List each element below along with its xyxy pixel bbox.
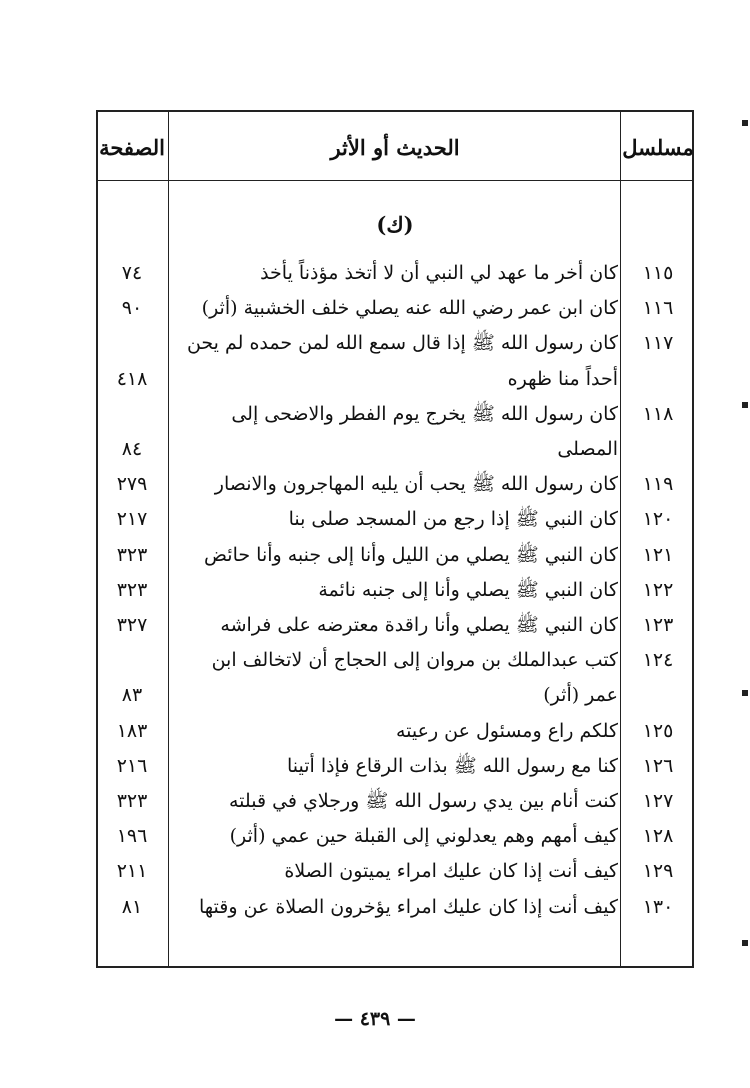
row-page: ٣٢٣: [116, 578, 148, 601]
row-text: كان ابن عمر رضي الله عنه يصلي خلف الخشبية (أثر): [201, 297, 618, 320]
row-text: كان النبي ﷺ يصلي وأنا راقدة معترضه على فراشه: [220, 614, 618, 636]
row-serial: ١٢١: [642, 543, 674, 566]
row-page: ٢١٧: [116, 508, 148, 531]
header-hadith: الحديث أو الأثر: [330, 134, 460, 160]
edge-mark: [742, 120, 748, 126]
row-serial: ١١٥: [642, 262, 674, 284]
row-page: ٨١: [121, 895, 143, 918]
row-text: كان النبي ﷺ يصلي من الليل وأنا إلى جنبه وأنا حائض: [204, 543, 618, 566]
row-serial: ١٢٨: [642, 825, 674, 848]
row-page: ٤١٨: [116, 367, 148, 390]
row-serial: ١٢٥: [642, 719, 674, 742]
row-text: عمر (أثر): [543, 684, 618, 707]
row-page: ٣٢٧: [116, 614, 148, 636]
row-text: كتب عبدالملك بن مروان إلى الحجاج أن لاتخالف ابن: [211, 649, 618, 672]
row-serial: ١٢٩: [642, 860, 674, 883]
row-serial: ١٢٤: [642, 649, 674, 672]
row-page: ٢١٦: [116, 754, 148, 777]
row-page: ٣٢٣: [116, 543, 148, 566]
row-serial: ١١٧: [642, 332, 674, 355]
row-text: كان رسول الله ﷺ يخرج يوم الفطر والاضحى إلى: [231, 402, 618, 425]
row-text: كيف أنت إذا كان عليك امراء يؤخرون الصلاة عن وقتها: [199, 895, 618, 918]
row-page: ٢١١: [116, 860, 148, 883]
row-serial: ١٢٠: [642, 508, 674, 531]
column-divider-left: [168, 110, 169, 968]
page-number: — ٤٣٩ —: [334, 1008, 416, 1030]
row-text: المصلى: [557, 438, 618, 460]
row-serial: ١٢٢: [642, 578, 674, 601]
row-page: ١٩٦: [116, 825, 148, 848]
row-text: أحداً منا ظهره: [507, 367, 618, 390]
row-text: كان النبي ﷺ إذا رجع من المسجد صلى بنا: [288, 508, 618, 531]
row-page: ٨٤: [121, 438, 143, 460]
row-text: كيف أنت إذا كان عليك امراء يميتون الصلاة: [284, 860, 618, 883]
header-serial: مسلسل: [622, 134, 694, 160]
row-text: كان أخر ما عهد لي النبي أن لا أتخذ مؤذناً يأخذ: [260, 262, 618, 284]
edge-mark: [742, 690, 748, 696]
row-text: كيف أمهم وهم يعدلوني إلى القبلة حين عمي (أثر): [229, 825, 618, 848]
section-letter: (ك): [376, 212, 414, 237]
row-serial: ١١٦: [642, 297, 674, 320]
row-text: كان النبي ﷺ يصلي وأنا إلى جنبه نائمة: [318, 578, 618, 601]
edge-mark: [742, 402, 748, 408]
header-divider: [96, 180, 694, 181]
row-text: كان رسول الله ﷺ يحب أن يليه المهاجرون والانصار: [214, 473, 618, 496]
row-serial: ١٢٧: [642, 790, 674, 812]
row-serial: ١٢٣: [642, 614, 674, 636]
row-text: كنا مع رسول الله ﷺ بذات الرقاع فإذا أتينا: [286, 754, 618, 777]
row-serial: ١١٨: [642, 402, 674, 425]
row-page: ٩٠: [121, 297, 143, 320]
row-text: كنت أنام بين يدي رسول الله ﷺ ورجلاي في قبلته: [229, 790, 618, 812]
row-text: كان رسول الله ﷺ إذا قال سمع الله لمن حمده لم يحن: [186, 332, 618, 355]
header-page: الصفحة: [99, 134, 165, 160]
row-serial: ١٢٦: [642, 754, 674, 777]
row-page: ٨٣: [121, 684, 143, 707]
edge-mark: [742, 940, 748, 946]
row-text: كلكم راع ومسئول عن رعيته: [395, 719, 618, 742]
row-page: ١٨٣: [116, 719, 148, 742]
row-serial: ١١٩: [642, 473, 674, 496]
row-page: ٢٧٩: [116, 473, 148, 496]
row-serial: ١٣٠: [642, 895, 674, 918]
row-page: ٣٢٣: [116, 790, 148, 812]
column-divider-right: [620, 110, 621, 968]
row-page: ٧٤: [121, 262, 143, 284]
